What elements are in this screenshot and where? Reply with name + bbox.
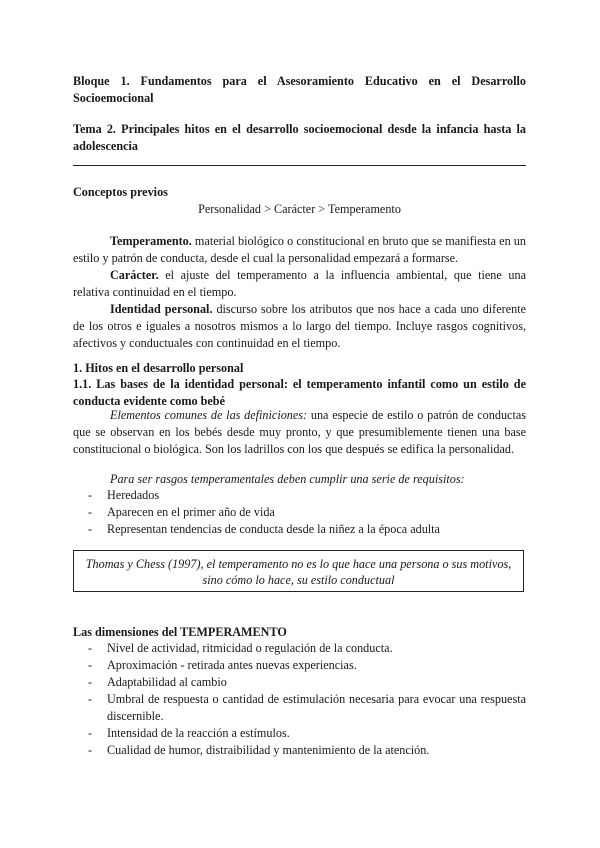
list-item: - Adaptabilidad al cambio xyxy=(88,675,227,689)
quote-line: sino cómo lo hace, su estilo conductual xyxy=(202,573,395,587)
definition-text: el ajuste del temperamento a la influencia ambiental, que tiene una relativa continuidad en el tiempo. xyxy=(73,268,526,299)
dash-bullet: - xyxy=(88,692,93,706)
definition-text: discurso sobre los atributos que nos hace a cada uno diferente de los otros e iguales a nosotros mismos a lo largo del tiempo. Incluye rasgos cognitivos, afectivos y conductuales con continuidad en el tiempo. xyxy=(73,302,527,350)
paragraph-text: una especie de estilo o patrón de conductas que se observan en los bebés desde muy pronto, y que presumiblemente tienen una base constitucional o biológica. Son los ladrillos con los que después se edifica la personalidad. xyxy=(73,408,526,456)
list-item: - Representan tendencias de conducta desde la niñez a la época adulta xyxy=(88,522,440,536)
dash-bullet: - xyxy=(88,522,93,536)
concept-chain: Personalidad > Carácter > Temperamento xyxy=(198,202,401,216)
definition-identidad xyxy=(73,301,526,352)
list-item: - Aproximación - retirada antes nuevas experiencias. xyxy=(88,658,357,672)
subsection-heading: 1.1. Las bases de la identidad personal: el temperamento infantil como un estilo de conducta evidente como bebé xyxy=(73,377,526,408)
list-item: - Intensidad de la reacción a estímulos. xyxy=(88,726,290,740)
definition-temperamento xyxy=(73,233,526,267)
list-item: - Heredados xyxy=(88,488,160,502)
list-item: - Nivel de actividad, ritmicidad o regulación de la conducta. xyxy=(88,641,393,655)
dimensiones-heading: Las dimensiones del TEMPERAMENTO xyxy=(73,625,287,639)
list-item: - Cualidad de humor, distraibilidad y mantenimiento de la atención. xyxy=(88,743,430,757)
quote-box xyxy=(73,550,524,592)
definitions-paragraph xyxy=(73,407,526,458)
definition-term: Carácter. xyxy=(110,268,159,282)
tema-title: Tema 2. Principales hitos en el desarrollo socioemocional desde la infancia hasta la adolescencia xyxy=(73,122,526,153)
dash-bullet: - xyxy=(88,658,93,672)
dash-bullet: - xyxy=(88,743,93,757)
requisitos-list xyxy=(73,487,526,538)
list-item: - Aparecen en el primer año de vida xyxy=(88,505,275,519)
dash-bullet: - xyxy=(88,726,93,740)
bloque-title: Bloque 1. Fundamentos para el Asesoramiento Educativo en el Desarrollo Socioemocional xyxy=(73,74,526,105)
header-divider xyxy=(73,165,526,166)
requisitos-intro: Para ser rasgos temperamentales deben cumplir una serie de requisitos: xyxy=(110,472,465,486)
section-heading: 1. Hitos en el desarrollo personal xyxy=(73,361,244,375)
dimensiones-list xyxy=(73,640,526,759)
definitions xyxy=(73,233,526,352)
dash-bullet: - xyxy=(88,505,93,519)
conceptos-heading: Conceptos previos xyxy=(73,185,168,199)
definition-text: material biológico o constitucional en bruto que se manifiesta en un estilo y patrón de conducta, desde el cual la personalidad empezará a formarse. xyxy=(73,234,526,265)
paragraph-lead: Elementos comunes de las definiciones: xyxy=(110,408,308,422)
dash-bullet: - xyxy=(88,675,93,689)
dash-bullet: - xyxy=(88,488,93,502)
dash-bullet: - xyxy=(88,641,93,655)
definition-caracter xyxy=(73,267,526,301)
definition-term: Temperamento. xyxy=(110,234,192,248)
list-item: - Umbral de respuesta o cantidad de estimulación necesaria para evocar una respuesta discernible. xyxy=(88,692,526,723)
quote-line: Thomas y Chess (1997), el temperamento no es lo que hace una persona o sus motivos, xyxy=(85,557,512,571)
definition-term: Identidad personal. xyxy=(110,302,213,316)
